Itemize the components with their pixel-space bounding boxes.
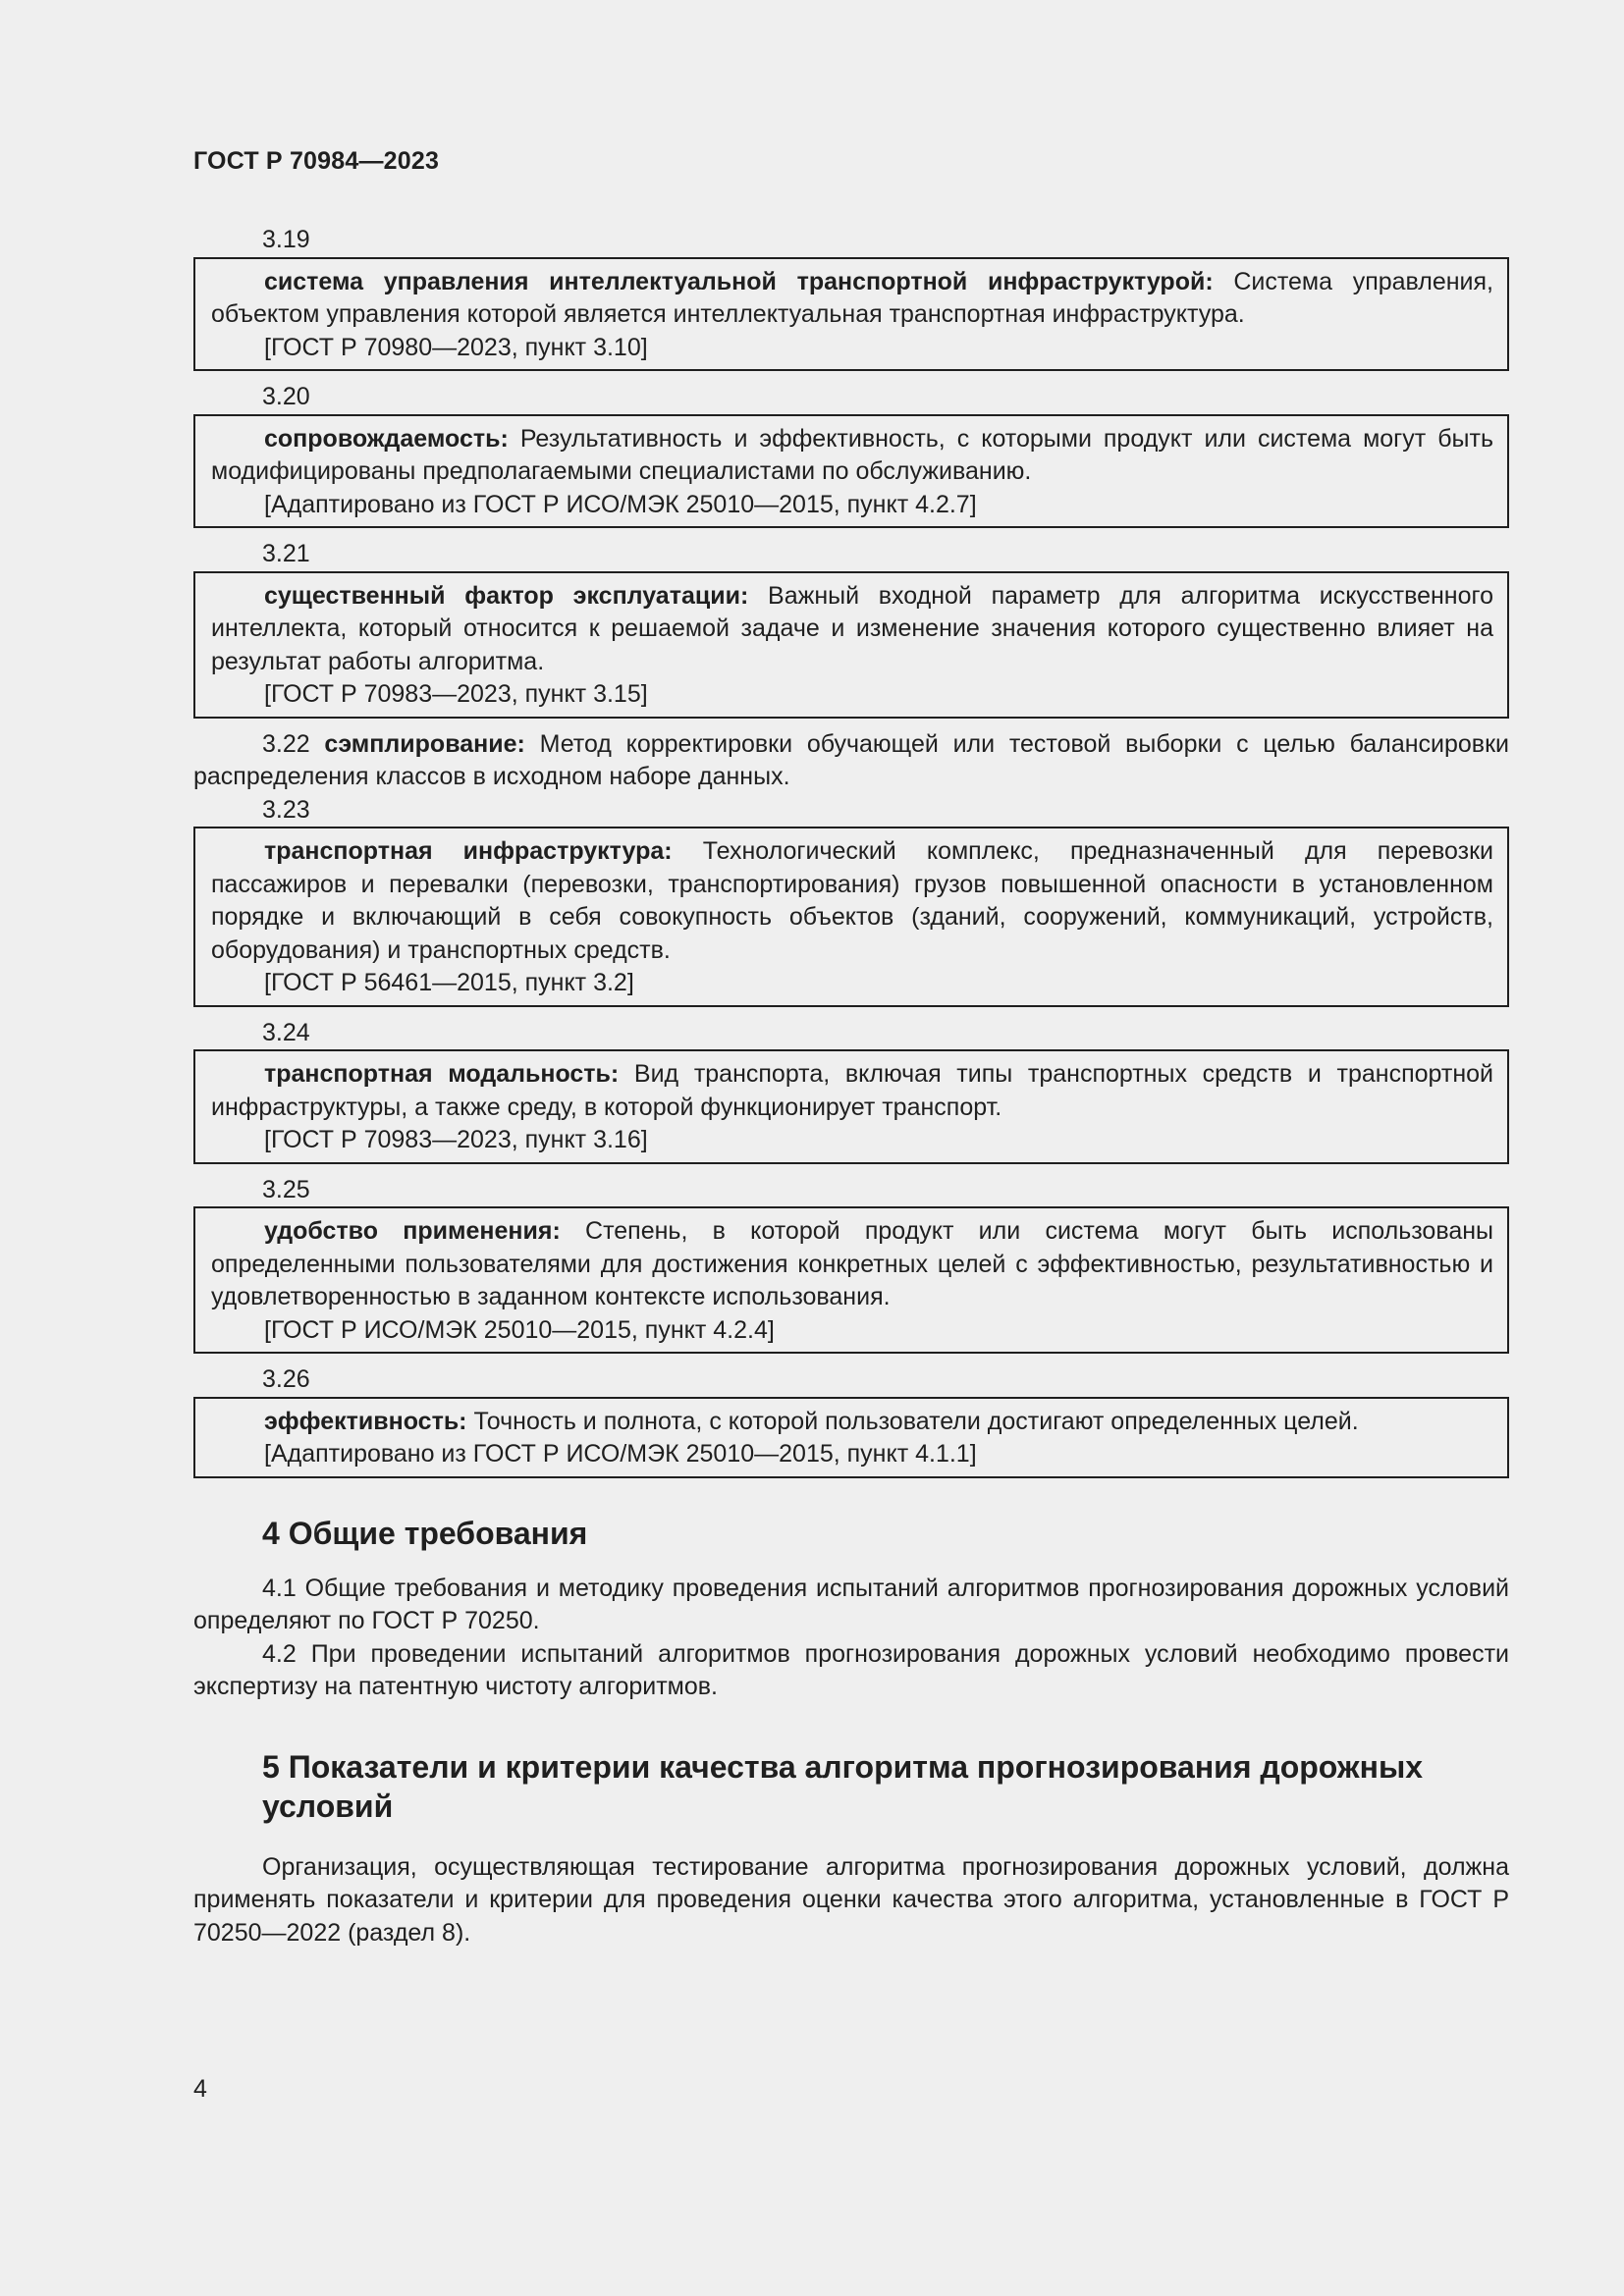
- term-definition: [211, 835, 1493, 967]
- term-text: Вид транспорта, включая типы транспортных средств и транспортной инфраструктуры, а также среду, в которой функционирует транспорт.: [211, 1060, 1493, 1121]
- document-header: ГОСТ Р 70984—2023: [193, 147, 440, 175]
- paragraph: 4.2 При проведении испытаний алгоритмов прогнозирования дорожных условий необходимо провести экспертизу на патентную чистоту алгоритмов.: [193, 1639, 1509, 1700]
- term-source: [ГОСТ Р 70983—2023, пункт 3.16]: [264, 1126, 648, 1153]
- term-name: система управления интеллектуальной транспортной инфраструктурой:: [264, 267, 1214, 295]
- term-source: [ГОСТ Р 70980—2023, пункт 3.10]: [264, 333, 648, 361]
- term-name: существенный фактор эксплуатации:: [264, 581, 749, 610]
- document-body: [193, 224, 1509, 1949]
- term-text: Точность и полнота, с которой пользователи достигают определенных целей.: [473, 1407, 1359, 1435]
- term-unboxed: [193, 728, 1509, 794]
- term-number: 3.24: [262, 1018, 310, 1046]
- term-text: Технологический комплекс, предназначенный для перевозки пассажиров и перевалки (перевозки, транспортирования) грузов повышенной опасности в установленном порядке и включающий в себя совокупность объектов (зданий, сооружений, коммуникаций, устройств, оборудования) и транспортных средств.: [211, 837, 1493, 964]
- term-box: [193, 257, 1509, 372]
- term-name: удобство применения:: [264, 1217, 561, 1245]
- term-text: Степень, в которой продукт или система могут быть использованы определенными пользователями для достижения конкретных целей с эффективностью, результативностью и удовлетворенностью в заданном контексте использования.: [211, 1217, 1494, 1310]
- term-definition: [193, 728, 1509, 794]
- term-source: [ГОСТ Р 70983—2023, пункт 3.15]: [264, 680, 648, 708]
- term-source: [Адаптировано из ГОСТ Р ИСО/МЭК 25010—2015, пункт 4.2.7]: [264, 490, 977, 518]
- term-definition: [211, 1058, 1493, 1124]
- term-number: 3.26: [262, 1365, 310, 1393]
- term-text: Важный входной параметр для алгоритма искусственного интеллекта, который относится к решаемой задаче и изменение значения которого существенно влияет на результат работы алгоритма.: [211, 581, 1493, 675]
- term-source: [ГОСТ Р 56461—2015, пункт 3.2]: [264, 969, 634, 996]
- term-definition: [211, 423, 1493, 489]
- term-name: транспортная инфраструктура:: [264, 837, 673, 865]
- term-number: 3.21: [262, 540, 310, 567]
- term-number: 3.20: [262, 383, 310, 410]
- term-name: эффективность:: [264, 1407, 467, 1435]
- term-definition: [211, 580, 1493, 679]
- term-number: 3.19: [262, 226, 310, 253]
- term-definition: [211, 1406, 1493, 1439]
- paragraph: 4.1 Общие требования и методику проведения испытаний алгоритмов прогнозирования дорожных условий определяют по ГОСТ Р 70250.: [193, 1574, 1509, 1634]
- term-name: сэмплирование:: [324, 729, 525, 758]
- term-text: Метод корректировки обучающей или тестовой выборки с целью балансировки распределения классов в исходном наборе данных.: [193, 729, 1509, 790]
- term-name: сопровождаемость:: [264, 424, 509, 453]
- term-source: [ГОСТ Р ИСО/МЭК 25010—2015, пункт 4.2.4]: [264, 1315, 775, 1344]
- term-box: [193, 1397, 1509, 1478]
- term-box: [193, 827, 1509, 1007]
- term-box: [193, 414, 1509, 529]
- term-box: [193, 1206, 1509, 1354]
- section-heading: 5 Показатели и критерии качества алгоритма прогнозирования дорожных условий: [262, 1748, 1424, 1824]
- page-number: 4: [193, 2075, 207, 2103]
- term-definition: [211, 266, 1493, 332]
- term-text: Результативность и эффективность, с которыми продукт или система могут быть модифицированы предполагаемыми специалистами по обслуживанию.: [211, 424, 1493, 485]
- section-heading: 4 Общие требования: [262, 1515, 588, 1551]
- term-number: 3.23: [262, 795, 310, 824]
- term-box: [193, 1049, 1509, 1164]
- paragraph: Организация, осуществляющая тестирование алгоритма прогнозирования дорожных условий, должна применять показатели и критерии для проведения оценки качества этого алгоритма, установленные в ГОСТ Р 70250—2022 (раздел 8).: [193, 1852, 1509, 1947]
- term-text: Система управления, объектом управления которой является интеллектуальная транспортная инфраструктура.: [211, 267, 1493, 328]
- section-body: [193, 1851, 1509, 1950]
- term-number: 3.25: [262, 1175, 310, 1203]
- term-name: транспортная модальность:: [264, 1060, 620, 1088]
- term-box: [193, 571, 1509, 719]
- term-definition: [211, 1215, 1493, 1314]
- section-body: [193, 1573, 1509, 1704]
- term-number: 3.22: [262, 729, 310, 758]
- term-source: [Адаптировано из ГОСТ Р ИСО/МЭК 25010—2015, пункт 4.1.1]: [264, 1440, 977, 1468]
